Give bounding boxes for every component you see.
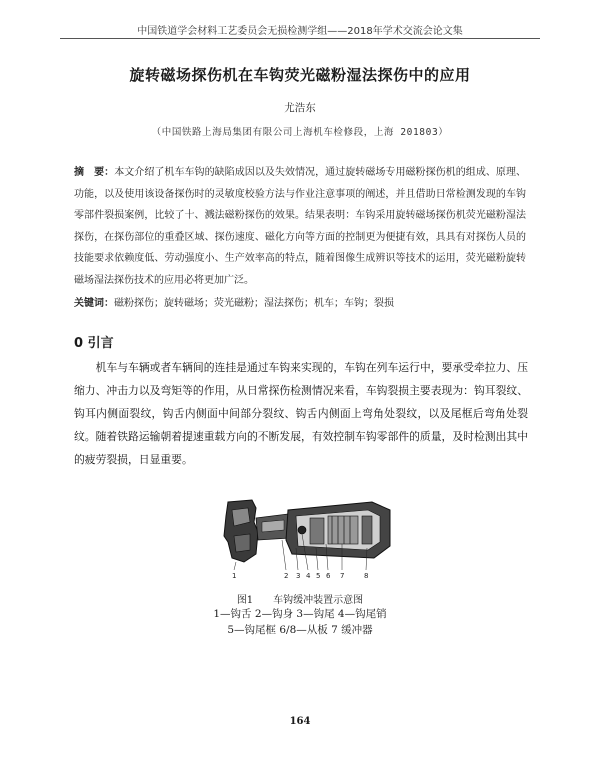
keywords <box>74 294 526 309</box>
abstract <box>74 162 526 291</box>
part-number-1: 1 <box>232 572 237 580</box>
running-header: 中国铁道学会材料工艺委员会无损检测学组——2018年学术交流会论文集 <box>137 26 463 37</box>
abstract-label: 摘 要： <box>74 167 115 178</box>
coupler-drawing <box>222 492 394 584</box>
part-number-3: 3 <box>296 572 301 580</box>
section-title-text: 引言 <box>87 336 114 351</box>
figure-legend-line-2: 5—钩尾框 6/8—从板 7 缓冲器 <box>227 624 373 636</box>
figure-legend-line-1: 1—钩舌 2—钩身 3—钩尾 4—钩尾销 <box>213 608 387 620</box>
section-body: 机车与车辆或者车辆间的连挂是通过车钩来实现的，车钩在列车运行中，要承受牵拉力、压缩力、冲击力以及弯矩等的作用，从日常探伤检测情况来看，车钩裂损主要表现为：钩耳裂纹、钩耳内侧面裂纹，钩舌内侧面中间部分裂纹、钩舌内侧面上弯角处裂纹，以及尾框后弯角处裂纹。随着铁路运输朝着提速重载方向的不断发展，有效控制车钩零部件的质量，及时检测出其中的疲劳裂损，日显重要。 <box>74 361 528 466</box>
figure-legend <box>0 606 600 638</box>
part-number-5: 5 <box>316 572 321 580</box>
paper-title: 旋转磁场探伤机在车钩荧光磁粉湿法探伤中的应用 <box>129 66 471 84</box>
part-number-8: 8 <box>364 572 369 580</box>
figure-caption: 图1 车钩缓冲装置示意图 <box>236 595 364 606</box>
section-heading <box>74 332 114 351</box>
part-number-4: 4 <box>306 572 311 580</box>
abstract-text: 本文介绍了机车车钩的缺陷成因以及失效情况，通过旋转磁场专用磁粉探伤机的组成、原理、功能，以及使用该设备探伤时的灵敏度校验方法与作业注意事项的阐述，并且借助日常检测发现的车钩零部件裂损案例，比较了十、溅法磁粉探伤的效果。结果表明：车钩采用旋转磁场探伤机荧光磁粉湿法探伤，在探伤部位的重叠区域、探伤速度、磁化方向等方面的控制更为便捷有效，具具有对探伤人员的技能要求依赖度低、劳动强度小、生产效率高的特点，随着图像生成辨识等技术的运用，荧光磁粉旋转磁场湿法探伤技术的应用必将更加广泛。 <box>74 167 527 286</box>
coupler-figure <box>222 492 394 584</box>
author-affiliation: （中国铁路上海局集团有限公司上海机车检修段，上海 201803） <box>151 127 449 138</box>
part-number-2: 2 <box>284 572 289 580</box>
keywords-text: 磁粉探伤；旋转磁场；荧光磁粉；湿法探伤；机车；车钩；裂损 <box>114 298 394 309</box>
section-number: 0 <box>74 336 84 351</box>
header-rule <box>60 38 540 39</box>
keywords-label: 关键词： <box>74 298 114 309</box>
part-number-6: 6 <box>326 572 331 580</box>
part-number-7: 7 <box>340 572 345 580</box>
page-number: 164 <box>289 716 311 727</box>
author-name: 尤浩东 <box>284 102 316 114</box>
